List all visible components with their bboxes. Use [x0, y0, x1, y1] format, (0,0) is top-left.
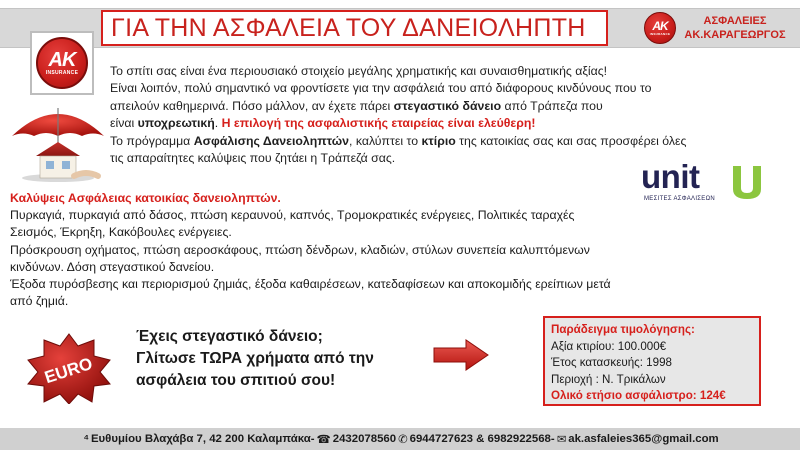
- coverage-line: Πυρκαγιά, πυρκαγιά από δάσος, πτώση κεραυνού, καπνός, Τρομοκρατικές ενέργειες, Πολιτικές ταραχές: [10, 208, 575, 223]
- small-logo-text: AK: [652, 19, 668, 33]
- intro-line: τις απαραίτητες καλύψεις που ζητάει η Τράπεζά σας.: [110, 151, 396, 166]
- footer-phone[interactable]: 2432078560: [332, 433, 397, 445]
- promo-line: Γλίτωσε ΤΩΡΑ χρήματα από την: [136, 350, 374, 367]
- intro-line: [110, 115, 670, 132]
- brand-name: [680, 14, 790, 44]
- small-logo-subtext: INSURANCE: [649, 32, 671, 36]
- coverage-line: κινδύνων. Δόση στεγαστικού δανείου.: [10, 259, 215, 274]
- intro-text: της κατοικίας σας και σας προσφέρει όλες: [455, 133, 687, 148]
- footer-mobiles[interactable]: 6944727623 & 6982922568: [409, 433, 551, 445]
- promo-line: ασφάλεια του σπιτιού σου!: [136, 372, 336, 389]
- promo-message: [136, 326, 396, 392]
- page-title: ΓΙΑ ΤΗΝ ΑΣΦΑΛΕΙΑ ΤΟΥ ΔΑΝΕΙΟΛΗΠΤΗ: [111, 13, 586, 42]
- title-box: [101, 10, 608, 46]
- map-pin-icon: ⁴: [83, 433, 89, 445]
- intro-line: Είναι λοιπόν, πολύ σημαντικό να φροντίσετε για την ασφάλειά του από διάφορους κινδύνους που το: [110, 81, 652, 96]
- promo-line: Έχεις στεγαστικό δάνειο;: [136, 328, 323, 345]
- euro-badge-text: EURO: [42, 353, 95, 388]
- footer-address: Ευθυμίου Βλαχάβα 7, 42 200 Καλαμπάκα: [90, 433, 311, 445]
- intro-line: [110, 133, 687, 150]
- intro-text: , καλύπτει το: [349, 133, 422, 148]
- mobile-icon: ✆: [398, 434, 408, 446]
- coverage-section: [10, 190, 790, 310]
- intro-highlight: υποχρεωτική: [137, 116, 215, 131]
- partner-name: unit: [641, 158, 700, 195]
- intro-text: .: [214, 116, 222, 131]
- pricing-area: Περιοχή : Ν. Τρικάλων: [551, 372, 666, 386]
- logo-subtext: INSURANCE: [45, 70, 79, 76]
- coverage-title: Καλύψεις Ασφάλειας κατοικίας δανειοληπτών.: [10, 191, 281, 205]
- coverage-line: Πρόσκρουση οχήματος, πτώση αεροσκάφους, πτώση δένδρων, κλαδιών, στύλων συνεπεία καλυπτόμενων: [10, 242, 590, 257]
- brand-logo: [642, 10, 678, 46]
- arrow-right-icon: [432, 338, 490, 372]
- partner-tagline: ΜΕΣΙΤΕΣ ΑΣΦΑΛΙΣΕΩΝ: [644, 196, 716, 202]
- euro-badge-icon: [24, 332, 114, 404]
- company-logo: [30, 31, 94, 95]
- footer-email[interactable]: ak.asfaleies365@gmail.com: [568, 433, 719, 445]
- pricing-example: [543, 316, 761, 406]
- intro-line: Το σπίτι σας είναι ένα περιουσιακό στοιχείο μεγάλης χρηματικής και συναισθηματικής αξίας!: [110, 64, 608, 78]
- footer-contact: [0, 428, 800, 450]
- umbrella-house-icon: [6, 98, 110, 184]
- intro-highlight: στεγαστικό δάνειο: [393, 98, 502, 113]
- mail-icon: ✉: [556, 434, 567, 446]
- footer-separator: -: [550, 433, 555, 445]
- intro-text: απειλούν καθημερινά. Πόσο μάλλον, αν έχετε πάρει: [110, 98, 394, 113]
- footer-separator: -: [310, 433, 315, 445]
- coverage-line: από ζημιά.: [10, 294, 69, 309]
- coverage-line: Έξοδα πυρόσβεσης και περιορισμού ζημιάς, έξοδα καθαιρέσεων, κατεδαφίσεων και αποκομιδής ερείπιων μετά: [10, 277, 611, 292]
- ak-small-logo-icon: [644, 12, 676, 44]
- pricing-building-value: Αξία κτιρίου: 100.000€: [551, 339, 667, 353]
- intro-alert: Η επιλογή της ασφαλιστικής εταιρείας είναι ελεύθερη!: [221, 116, 536, 131]
- phone-icon: ☎: [316, 434, 331, 446]
- intro-line: [110, 98, 670, 115]
- intro-text: Το πρόγραμμα: [110, 133, 194, 148]
- brand-line-1: ΑΣΦΑΛΕΙΕΣ: [703, 15, 767, 27]
- brand-line-2: ΑΚ.ΚΑΡΑΓΕΩΡΓΟΣ: [684, 29, 786, 41]
- intro-text: από Τράπεζα που: [501, 98, 603, 113]
- coverage-line: Σεισμός, Έκρηξη, Κακόβουλες ενέργειες.: [10, 225, 232, 240]
- intro-text: είναι: [110, 116, 138, 131]
- pricing-title: Παράδειγμα τιμολόγησης:: [551, 323, 695, 336]
- intro-paragraph: [110, 63, 687, 167]
- intro-highlight: Ασφάλισης Δανειοληπτών: [193, 133, 350, 148]
- intro-highlight: κτίριο: [421, 133, 456, 148]
- pricing-total: Ολικό ετήσιο ασφάλιστρο: 124€: [551, 389, 726, 403]
- logo-text: AK: [48, 49, 76, 71]
- ak-logo-icon: [36, 37, 88, 89]
- pricing-year: Έτος κατασκευής: 1998: [551, 356, 672, 370]
